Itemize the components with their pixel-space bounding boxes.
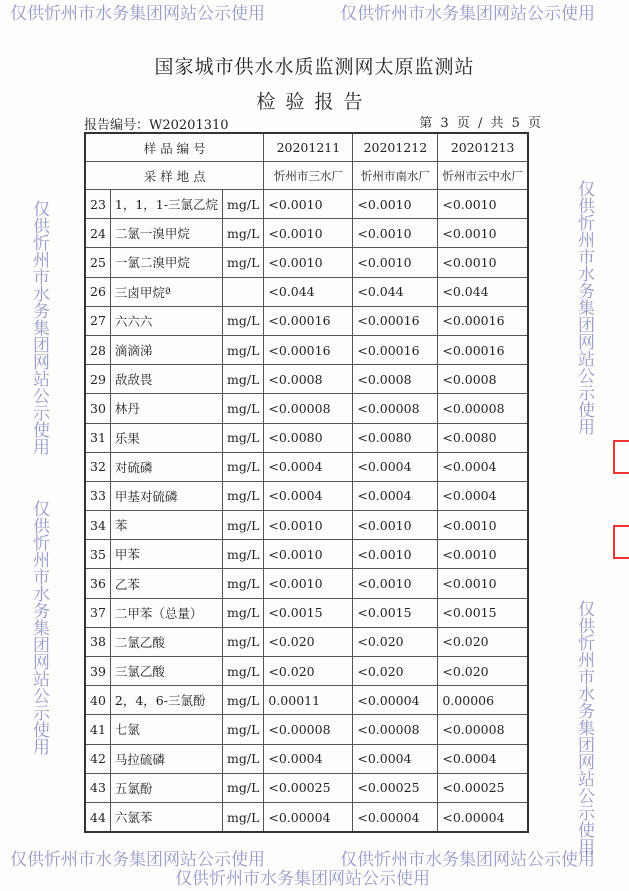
value: <0.0015 (438, 598, 528, 627)
sample-id-label: 样 品 编 号 (85, 133, 264, 162)
location: 忻州市云中水厂 (438, 162, 528, 190)
item-number: 35 (85, 540, 110, 569)
value: <0.0080 (353, 423, 438, 452)
watermark: 仅供忻州市水务集团网站公示使用 (10, 4, 265, 24)
value: <0.00008 (353, 394, 438, 423)
item-number: 43 (85, 773, 110, 802)
report-number: 报告编号：W20201310 (84, 118, 229, 133)
value: <0.0010 (438, 511, 528, 540)
item-number: 27 (85, 306, 110, 335)
item-unit: mg/L (223, 657, 264, 686)
item-unit: mg/L (223, 686, 264, 715)
table-row (85, 657, 528, 686)
table-row (85, 277, 528, 306)
value: <0.0010 (353, 511, 438, 540)
item-number: 25 (85, 248, 110, 277)
item-unit: mg/L (223, 802, 264, 832)
sample-id: 20201211 (264, 133, 353, 162)
table-row (85, 394, 528, 423)
report-title: 检验报告 (256, 91, 373, 113)
value: <0.00004 (438, 802, 528, 832)
location-label: 采 样 地 点 (85, 162, 264, 190)
item-number: 32 (85, 452, 110, 481)
value: <0.00008 (438, 715, 528, 744)
value: <0.0004 (264, 481, 353, 510)
item-number: 41 (85, 715, 110, 744)
value: <0.0010 (353, 248, 438, 277)
item-unit: mg/L (223, 511, 264, 540)
item-number: 40 (85, 686, 110, 715)
table-row (85, 452, 528, 481)
item-number: 26 (85, 277, 110, 306)
value: <0.0004 (353, 481, 438, 510)
table-row (85, 686, 528, 715)
item-name: 敌敌畏 (110, 365, 222, 394)
item-name: 七氯 (110, 715, 222, 744)
sample-id: 20201213 (438, 133, 528, 162)
value: <0.0004 (353, 452, 438, 481)
stamp-fragment (613, 440, 629, 474)
item-name: 二甲苯（总量） (110, 598, 222, 627)
item-unit (223, 277, 264, 306)
value: <0.020 (353, 627, 438, 656)
item-unit: mg/L (223, 744, 264, 773)
table-row (85, 423, 528, 452)
value: <0.0010 (264, 511, 353, 540)
stamp-fragment (613, 525, 629, 559)
item-unit: mg/L (223, 306, 264, 335)
value: <0.00016 (264, 335, 353, 364)
value: <0.00008 (264, 394, 353, 423)
table-row (85, 248, 528, 277)
table-row (85, 802, 528, 832)
item-name: 三卤甲烷ª (110, 277, 222, 306)
item-name: 三氯乙酸 (110, 657, 222, 686)
value: <0.0004 (264, 452, 353, 481)
value: <0.044 (264, 277, 353, 306)
sample-id-row (85, 133, 528, 162)
item-number: 37 (85, 598, 110, 627)
table-row (85, 715, 528, 744)
item-unit: mg/L (223, 423, 264, 452)
item-number: 39 (85, 657, 110, 686)
item-number: 33 (85, 481, 110, 510)
value: <0.00016 (438, 306, 528, 335)
item-name: 六氯苯 (110, 802, 222, 832)
item-number: 24 (85, 219, 110, 248)
value: <0.044 (353, 277, 438, 306)
value: <0.0010 (264, 569, 353, 598)
watermark: 仅供忻州市水务集团网站公示使用 (340, 4, 595, 24)
item-unit: mg/L (223, 569, 264, 598)
item-name: 一氯二溴甲烷 (110, 248, 222, 277)
item-number: 34 (85, 511, 110, 540)
item-name: 马拉硫磷 (110, 744, 222, 773)
value: <0.0010 (353, 219, 438, 248)
value: <0.020 (438, 657, 528, 686)
item-name: 甲苯 (110, 540, 222, 569)
table-row (85, 335, 528, 364)
table-row (85, 511, 528, 540)
value: <0.0010 (264, 190, 353, 219)
value: <0.00016 (264, 306, 353, 335)
item-unit: mg/L (223, 335, 264, 364)
item-name: 林丹 (110, 394, 222, 423)
value: <0.020 (264, 657, 353, 686)
value: <0.0010 (264, 540, 353, 569)
watermark: 仅供忻州市水务集团网站公示使用 (29, 200, 49, 455)
value: <0.020 (438, 627, 528, 656)
value: <0.0080 (264, 423, 353, 452)
item-name: 甲基对硫磷 (110, 481, 222, 510)
item-number: 29 (85, 365, 110, 394)
value: <0.00008 (353, 715, 438, 744)
value: <0.00004 (264, 802, 353, 832)
item-unit: mg/L (223, 219, 264, 248)
item-number: 36 (85, 569, 110, 598)
item-number: 44 (85, 802, 110, 832)
item-unit: mg/L (223, 773, 264, 802)
item-name: 对硫磷 (110, 452, 222, 481)
value: <0.0010 (353, 190, 438, 219)
value: 0.00006 (438, 686, 528, 715)
sample-id: 20201212 (353, 133, 438, 162)
value: <0.0010 (264, 248, 353, 277)
item-number: 28 (85, 335, 110, 364)
value: <0.0010 (353, 540, 438, 569)
table-row (85, 365, 528, 394)
value: <0.00004 (353, 686, 438, 715)
value: <0.0015 (353, 598, 438, 627)
value: <0.044 (438, 277, 528, 306)
location-row (85, 162, 528, 190)
item-unit: mg/L (223, 190, 264, 219)
item-number: 31 (85, 423, 110, 452)
item-number: 38 (85, 627, 110, 656)
table-row (85, 190, 528, 219)
watermark: 仅供忻州市水务集团网站公示使用 (574, 600, 594, 855)
item-name: 五氯酚 (110, 773, 222, 802)
value: <0.0010 (353, 569, 438, 598)
value: <0.0080 (438, 423, 528, 452)
item-name: 1，1，1-三氯乙烷 (110, 190, 222, 219)
value: <0.0015 (264, 598, 353, 627)
item-unit: mg/L (223, 540, 264, 569)
item-number: 23 (85, 190, 110, 219)
value: 0.00011 (264, 686, 353, 715)
watermark: 仅供忻州市水务集团网站公示使用 (175, 869, 430, 889)
value: <0.0010 (438, 248, 528, 277)
value: <0.0010 (438, 219, 528, 248)
value: <0.00016 (353, 335, 438, 364)
item-number: 42 (85, 744, 110, 773)
item-name: 乐果 (110, 423, 222, 452)
value: <0.00008 (438, 394, 528, 423)
value: <0.0010 (264, 219, 353, 248)
value: <0.0004 (438, 452, 528, 481)
table-row (85, 773, 528, 802)
location: 忻州市南水厂 (353, 162, 438, 190)
watermark: 仅供忻州市水务集团网站公示使用 (10, 850, 265, 870)
value: <0.020 (264, 627, 353, 656)
value: <0.0004 (264, 744, 353, 773)
table-row (85, 219, 528, 248)
value: <0.020 (353, 657, 438, 686)
watermark: 仅供忻州市水务集团网站公示使用 (29, 500, 49, 755)
item-name: 乙苯 (110, 569, 222, 598)
value: <0.00025 (264, 773, 353, 802)
value: <0.0004 (353, 744, 438, 773)
item-unit: mg/L (223, 598, 264, 627)
location: 忻州市三水厂 (264, 162, 353, 190)
table-row (85, 598, 528, 627)
value: <0.0008 (264, 365, 353, 394)
watermark: 仅供忻州市水务集团网站公示使用 (574, 180, 594, 435)
value: <0.0008 (353, 365, 438, 394)
results-table (84, 132, 529, 833)
item-number: 30 (85, 394, 110, 423)
value: <0.0010 (438, 540, 528, 569)
item-unit: mg/L (223, 627, 264, 656)
value: <0.00025 (438, 773, 528, 802)
table-row (85, 627, 528, 656)
page-number: 第 3 页 / 共 5 页 (419, 116, 543, 131)
value: <0.0010 (438, 569, 528, 598)
value: <0.0004 (438, 481, 528, 510)
item-name: 滴滴涕 (110, 335, 222, 364)
item-name: 2，4，6-三氯酚 (110, 686, 222, 715)
value: <0.00016 (353, 306, 438, 335)
item-unit: mg/L (223, 481, 264, 510)
value: <0.00025 (353, 773, 438, 802)
table-row (85, 540, 528, 569)
item-unit: mg/L (223, 365, 264, 394)
item-unit: mg/L (223, 715, 264, 744)
item-name: 苯 (110, 511, 222, 540)
item-unit: mg/L (223, 452, 264, 481)
item-name: 二氯一溴甲烷 (110, 219, 222, 248)
table-row (85, 744, 528, 773)
item-name: 二氯乙酸 (110, 627, 222, 656)
table-row (85, 306, 528, 335)
table-row (85, 569, 528, 598)
value: <0.00016 (438, 335, 528, 364)
value: <0.0010 (438, 190, 528, 219)
table-row (85, 481, 528, 510)
station-title: 国家城市供水水质监测网太原监测站 (154, 56, 475, 78)
watermark: 仅供忻州市水务集团网站公示使用 (340, 850, 595, 870)
item-unit: mg/L (223, 394, 264, 423)
item-unit: mg/L (223, 248, 264, 277)
item-name: 六六六 (110, 306, 222, 335)
value: <0.00004 (353, 802, 438, 832)
value: <0.0008 (438, 365, 528, 394)
value: <0.0004 (438, 744, 528, 773)
value: <0.00008 (264, 715, 353, 744)
